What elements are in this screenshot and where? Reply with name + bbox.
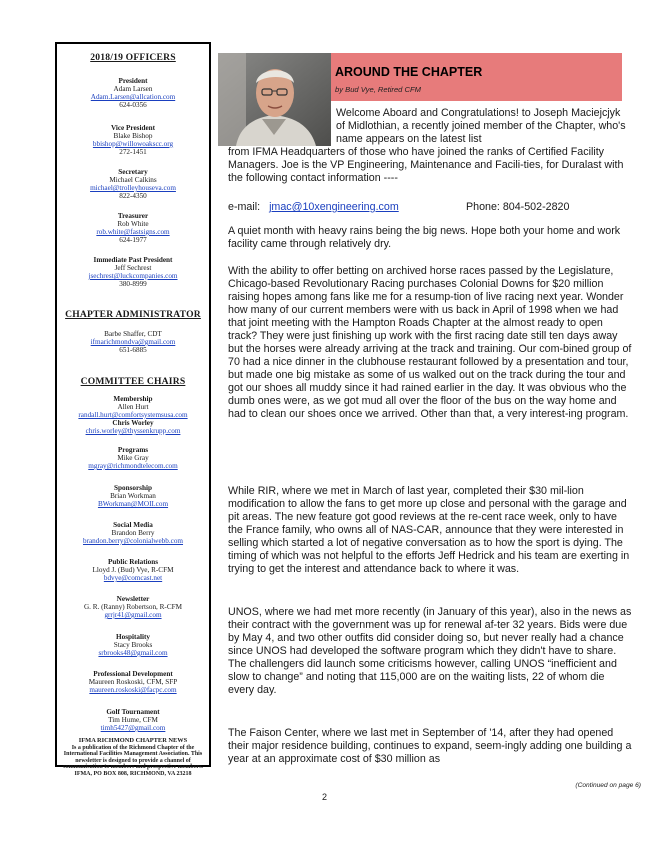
committee-role: Public Relations <box>107 558 159 566</box>
committee-sponsorship <box>57 484 209 508</box>
committee-name: Maureen Roskoski, CFM, SFP <box>88 678 178 686</box>
committee-newsletter <box>57 595 209 619</box>
officer-role: President <box>118 77 148 85</box>
officer-past-president <box>57 256 209 288</box>
committee-social-media <box>57 521 209 545</box>
paragraph-unos: UNOS, where we had met more recently (in January of this year), also in the news as their contract with the government was up for renewal af-ter 32 years. Bids were due by May 4, and two other outfits did consider doing so, but never really had a chance since UNOS had developed the software program which they didn't have to share. The challengers did launch some criticisms however, calling UNOS “inefficient and slow to change” and noting that 115,000 are on the waiting lists, 22 of whom die every day. <box>228 606 632 696</box>
committee-email-link[interactable]: bdvye@comcast.net <box>103 574 163 582</box>
committee-name: Mike Gray <box>117 454 149 462</box>
newsletter-footer-title: IFMA RICHMOND CHAPTER NEWS <box>78 737 188 744</box>
officer-role: Immediate Past President <box>93 256 173 264</box>
email-label: e-mail: <box>228 201 261 213</box>
officers-heading: 2018/19 OFFICERS <box>90 52 176 63</box>
continued-note: (Continued on page 6) <box>575 782 641 789</box>
officer-president <box>57 77 209 109</box>
article-byline: by Bud Vye, Retired CFM <box>335 85 421 94</box>
author-photo <box>218 53 331 146</box>
officer-name: Jeff Sechrest <box>114 264 152 272</box>
officer-role: Vice President <box>110 124 156 132</box>
committee-public-relations <box>57 558 209 582</box>
officer-name: Blake Bishop <box>113 132 153 140</box>
intro-wrapped-paragraph: Welcome Aboard and Congratulations! to Joseph Maciejcjyk of Midlothian, a recently joined member of the Chapter, who's name appears on the latest list <box>336 107 626 145</box>
committee-email-link[interactable]: grrjr41@gmail.com <box>104 611 162 619</box>
admin-email-link[interactable]: ifmarichmondva@gmail.com <box>90 338 176 346</box>
committee-name: Stacy Brooks <box>113 641 153 649</box>
committee-professional-development <box>57 670 209 694</box>
committee-role: Newsletter <box>116 595 150 603</box>
committee-name: Tim Hume, CFM <box>108 716 158 724</box>
newsletter-footer <box>59 738 207 778</box>
committee-name: Brandon Berry <box>111 529 155 537</box>
committee-email-link[interactable]: chris.worley@thyssenkrupp.com <box>85 427 181 435</box>
committee-hospitality <box>57 633 209 657</box>
page-number: 2 <box>322 792 328 802</box>
committee-email-link[interactable]: maureen.roskoski@facpc.com <box>89 686 177 694</box>
committee-membership-cochair <box>57 419 209 435</box>
officer-email-link[interactable]: michael@trolleyhouseva.com <box>90 184 176 192</box>
paragraph-faison-center: The Faison Center, where we last met in September of '14, after they had opened their major residence building, continues to expand, seem-ingly adding one building a year at an approximate cost of $30 million as <box>228 727 632 765</box>
officers-sidebar <box>55 42 211 777</box>
committee-name: Lloyd J. (Bud) Vye, R-CFM <box>92 566 174 574</box>
committee-email-link[interactable]: randall.hurt@comfortsystemsusa.com <box>78 411 188 419</box>
officer-role: Treasurer <box>117 212 149 220</box>
committee-name: Allen Hurt <box>117 403 149 411</box>
contact-phone: Phone: 804-502-2820 <box>466 201 570 213</box>
committee-role: Professional Development <box>93 670 173 678</box>
committee-email-link[interactable]: brandon.berry@colonialwebb.com <box>82 537 184 545</box>
admin-name: Barbe Shaffer, CDT <box>104 330 162 338</box>
officer-email-link[interactable]: jsechrest@luckcompanies.com <box>88 272 178 280</box>
intro-paragraph: from IFMA Headquarters of those who have joined the ranks of Certified Facility Managers. Joe is the VP Engineering, Maintenance and Facili-ties, for Duralast with the following contact information ---- <box>228 146 624 184</box>
admin-heading: CHAPTER ADMINISTRATOR <box>65 309 201 320</box>
officer-email-link[interactable]: rob.white@fastsigns.com <box>96 228 170 236</box>
contact-email-link[interactable]: jmac@10xengineering.com <box>269 201 399 213</box>
chapter-administrator <box>57 330 209 354</box>
officer-email-link[interactable]: bbishop@willowoakscc.org <box>92 140 174 148</box>
officer-treasurer <box>57 212 209 244</box>
committee-programs <box>57 446 209 470</box>
newsletter-footer-text: Is a publication of the Richmond Chapter of the International Facilities Management Association. This newsletter is designed to provide a channel of communication to members and prospective members. <box>63 744 203 771</box>
officer-secretary <box>57 168 209 200</box>
officer-phone: 380-8999 <box>119 280 147 288</box>
committee-name: Brian Workman <box>110 492 156 500</box>
paragraph-weather: A quiet month with heavy rains being the big news. Hope both your home and work facility came through relatively dry. <box>228 225 621 250</box>
article-title: AROUND THE CHAPTER <box>335 65 483 79</box>
committee-role: Hospitality <box>116 633 150 641</box>
officer-phone: 624-1977 <box>119 236 147 244</box>
committee-role: Membership <box>113 395 153 403</box>
officer-name: Rob White <box>117 220 149 228</box>
committee-role: Social Media <box>113 521 153 529</box>
committee-heading: COMMITTEE CHAIRS <box>80 376 186 387</box>
committee-role: Programs <box>117 446 149 454</box>
paragraph-colonial-downs: With the ability to offer betting on archived horse races passed by the Legislature, Chicago-based Revolutionary Racing purchases Colonial Downs for $20 million raising hopes among fans like me for a resump-tion of live racing next year. Wonder how many of our current members were with us back in April of 1998 when we had that joint meeting with the Hampton Roads Chapter at the almost ready to open track? They were just finishing up work with the first racing date still ten days away but the horses were already arriving at the track and training. Our com-bined group of 70 had a nice dinner in the clubhouse restaurant followed by a presentation and tour, but made one big mistake as some of us walked out on the track during the tour and got our shoes all muddy since it had rained earlier in the day. It was obvious who the dumb ones were, as we got mud all over the floor of the bus on the way home and had to clean our shoes once we arrived. Other than that, a very interest-ing program. <box>228 265 632 420</box>
officer-role: Secretary <box>118 168 148 176</box>
committee-email-link[interactable]: timh5427@gmail.com <box>100 724 166 732</box>
contact-line <box>228 201 570 213</box>
committee-email-link[interactable]: mgray@richmondtelecom.com <box>88 462 178 470</box>
officer-email-link[interactable]: Adam.Larsen@allcation.com <box>90 93 176 101</box>
committee-role: Chris Worley <box>112 419 154 427</box>
committee-email-link[interactable]: BWorkman@MOII.com <box>97 500 169 508</box>
officer-phone: 624-0356 <box>119 101 147 109</box>
paragraph-rir: While RIR, where we met in March of last year, completed their $30 mil-lion modification to allow the fans to get more up close and personal with the garage and pit areas. The new feature got good reviews at the re-cent race week, only to have the France family, who owns all of NAS-CAR, announce that they were interested in selling which started a lot of negative conversation as to how the sport is dying. The timing of which was not helpful to the efforts Jeff Hedrick and his team are exerting in trying to get the interest and attendance back to where it was. <box>228 485 630 575</box>
committee-role: Sponsorship <box>114 484 152 492</box>
committee-golf-tournament <box>57 708 209 732</box>
newsletter-footer-address: IFMA, PO BOX 808, RICHMOND, VA 23218 <box>74 770 192 777</box>
officer-phone: 822-4350 <box>119 192 147 200</box>
article-title-banner <box>331 53 622 101</box>
officer-name: Adam Larsen <box>113 85 153 93</box>
committee-email-link[interactable]: srbrooks48@gmail.com <box>98 649 168 657</box>
officer-name: Michael Calkins <box>109 176 157 184</box>
admin-phone: 651-6885 <box>119 346 147 354</box>
officer-phone: 272-1451 <box>119 148 147 156</box>
officer-vice-president <box>57 124 209 156</box>
committee-membership <box>57 395 209 419</box>
committee-name: G. R. (Ranny) Robertson, R-CFM <box>83 603 183 611</box>
committee-role: Golf Tournament <box>106 708 160 716</box>
